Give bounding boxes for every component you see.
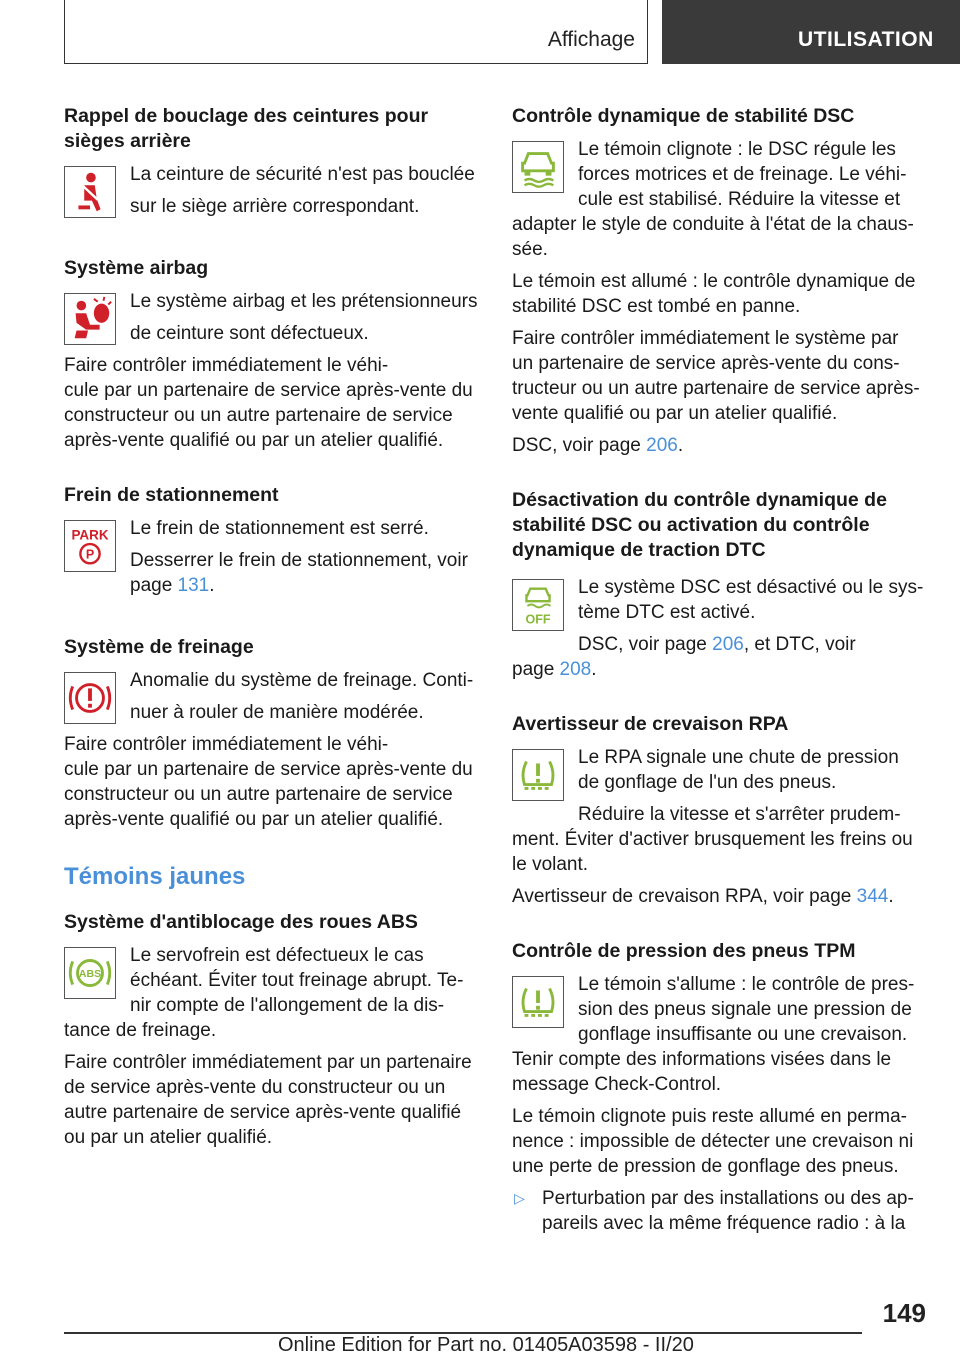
header-section-title: Affichage bbox=[547, 28, 635, 51]
brake-text-2: nuer à rouler de manière modérée. bbox=[130, 702, 424, 723]
tpm-bullet-text-2: pareils avec la même fréquence radio : à la bbox=[542, 1213, 906, 1234]
dsc-text-11: vente qualifié ou par un atelier qualifié. bbox=[512, 403, 838, 424]
dsc-text-1: Le témoin clignote : le DSC régule les bbox=[578, 139, 896, 160]
seatbelt-block bbox=[64, 104, 480, 226]
dsc-text-4: adapter le style de conduite à l'état de la chaus- bbox=[512, 214, 914, 235]
brake-system-block bbox=[64, 635, 480, 832]
page-link-206[interactable]: 206 bbox=[646, 435, 678, 456]
tpm-text-7: nence : impossible de détecter une crevaison ni bbox=[512, 1131, 914, 1152]
dsc-off-icon-label: OFF bbox=[525, 612, 551, 627]
dsc-text-8: Faire contrôler immédiatement le système par bbox=[512, 328, 899, 349]
rpa-text-4: ment. Éviter d'activer brusquement les freins ou bbox=[512, 829, 913, 850]
rpa-text-5: le volant. bbox=[512, 854, 589, 875]
dsc-text-7: stabilité DSC est tombé en panne. bbox=[512, 296, 801, 317]
dsc-block bbox=[512, 104, 928, 458]
park-icon-p: P bbox=[85, 547, 95, 562]
airbag-title: Système airbag bbox=[64, 257, 209, 279]
dsc-text-2: forces motrices et de freinage. Le véhi- bbox=[578, 164, 907, 185]
brake-text-4: cule par un partenaire de service après-vente du bbox=[64, 759, 473, 780]
right-column bbox=[512, 104, 928, 1266]
tpm-title: Contrôle de pression des pneus TPM bbox=[512, 940, 856, 962]
tpm-bullet-item bbox=[512, 1186, 928, 1236]
seatbelt-title: Rappel de bouclage des ceintures pour sièges arrière bbox=[64, 105, 429, 152]
brake-text-6: après-vente qualifié ou par un atelier qualifié. bbox=[64, 809, 444, 830]
page-link-131[interactable]: 131 bbox=[177, 575, 210, 596]
brake-text-3: Faire contrôler immédiatement le véhi- bbox=[64, 734, 389, 755]
airbag-text-4: cule par un partenaire de service après-vente du bbox=[64, 380, 473, 401]
abs-text-6: de service après-vente du constructeur ou un bbox=[64, 1077, 446, 1098]
tpm-text-3: gonflage insuffisante ou une crevaison. bbox=[578, 1024, 908, 1045]
parking-brake-text-1: Le frein de stationnement est serré. bbox=[130, 518, 429, 539]
dsc-off-text-3: DSC, voir page 206, et DTC, voir bbox=[578, 634, 856, 655]
airbag-text-5: constructeur ou un autre partenaire de service bbox=[64, 405, 453, 426]
tpm-text-4: Tenir compte des informations visées dans le bbox=[512, 1049, 892, 1070]
abs-warning-icon bbox=[64, 947, 116, 999]
airbag-text-6: après-vente qualifié ou par un atelier qualifié. bbox=[64, 430, 444, 451]
tire-pressure-icon bbox=[512, 749, 564, 801]
dsc-text-9: un partenaire de service après-vente du cons- bbox=[512, 353, 900, 374]
seatbelt-warning-icon bbox=[64, 166, 116, 218]
tpm-text-2: sion des pneus signale une pression de bbox=[578, 999, 912, 1020]
parking-brake-icon bbox=[64, 520, 116, 572]
abs-text-2: échéant. Éviter tout freinage abrupt. Te- bbox=[130, 970, 464, 991]
abs-icon-label: ABS bbox=[78, 967, 102, 980]
parking-brake-text-2: Desserrer le frein de stationnement, voir bbox=[130, 550, 468, 571]
page-link-208[interactable]: 208 bbox=[559, 659, 592, 680]
airbag-text-2: de ceinture sont défectueux. bbox=[130, 323, 369, 344]
dsc-off-title-2: stabilité DSC ou activation du contrôle bbox=[512, 514, 870, 536]
abs-block bbox=[64, 910, 480, 1150]
dsc-warning-icon bbox=[512, 141, 564, 193]
dsc-text-6: Le témoin est allumé : le contrôle dynamique de bbox=[512, 271, 916, 292]
dsc-title: Contrôle dynamique de stabilité DSC bbox=[512, 105, 855, 127]
abs-text-3: nir compte de l'allongement de la dis- bbox=[130, 995, 445, 1016]
dsc-text-3: cule est stabilisé. Réduire la vitesse et bbox=[578, 189, 901, 210]
abs-text-5: Faire contrôler immédiatement par un partenaire bbox=[64, 1052, 472, 1073]
brake-text-5: constructeur ou un autre partenaire de service bbox=[64, 784, 453, 805]
dsc-off-text-4: page 208. bbox=[512, 659, 597, 680]
tpm-text-5: message Check-Control. bbox=[512, 1074, 722, 1095]
tpm-text-6: Le témoin clignote puis reste allumé en perma- bbox=[512, 1106, 907, 1127]
airbag-text-1: Le système airbag et les prétensionneurs bbox=[130, 291, 478, 312]
abs-title: Système d'antiblocage des roues ABS bbox=[64, 911, 418, 933]
tpm-text-8: une perte de pression de gonflage des pneus. bbox=[512, 1156, 899, 1177]
parking-brake-text-3: page 131. bbox=[130, 575, 215, 596]
rpa-text-3: Réduire la vitesse et s'arrêter prudem- bbox=[578, 804, 901, 825]
parking-brake-title: Frein de stationnement bbox=[64, 484, 279, 506]
footer-edition-text: Online Edition for Part no. 01405A03598 - II/20 bbox=[278, 1334, 694, 1356]
seatbelt-text-1: La ceinture de sécurité n'est pas bouclée bbox=[130, 164, 475, 185]
brake-system-title: Système de freinage bbox=[64, 636, 254, 658]
rpa-text-1: Le RPA signale une chute de pression bbox=[578, 747, 899, 768]
dsc-off-icon bbox=[512, 579, 564, 631]
bullet-triangle-icon: ▷ bbox=[514, 1190, 525, 1206]
page-link-206-b[interactable]: 206 bbox=[712, 634, 744, 655]
abs-text-8: ou par un atelier qualifié. bbox=[64, 1127, 273, 1148]
page-link-344[interactable]: 344 bbox=[856, 886, 889, 907]
page-number: 149 bbox=[882, 1298, 926, 1328]
dsc-off-title-1: Désactivation du contrôle dynamique de bbox=[512, 489, 887, 511]
park-icon-label: PARK bbox=[71, 527, 109, 543]
airbag-text-3: Faire contrôler immédiatement le véhi- bbox=[64, 355, 389, 376]
dsc-text-10: tructeur ou un autre partenaire de service après- bbox=[512, 378, 920, 399]
dsc-text-5: sée. bbox=[512, 239, 548, 260]
header-chapter-tab: UTILISATION bbox=[662, 0, 960, 64]
airbag-warning-icon bbox=[64, 293, 116, 345]
dsc-off-block bbox=[512, 488, 928, 682]
tpm-text-1: Le témoin s'allume : le contrôle de pres- bbox=[578, 974, 915, 995]
abs-text-7: autre partenaire de service après-vente qualifié bbox=[64, 1102, 462, 1123]
rpa-text-6: Avertisseur de crevaison RPA, voir page 344. bbox=[512, 886, 894, 907]
parking-brake-block bbox=[64, 483, 480, 605]
abs-text-4: tance de freinage. bbox=[64, 1020, 217, 1041]
tpm-block bbox=[512, 939, 928, 1236]
left-column bbox=[64, 104, 480, 1180]
brake-warning-icon bbox=[64, 672, 116, 724]
dsc-text-12: DSC, voir page 206. bbox=[512, 435, 684, 456]
tire-pressure-icon-tpm bbox=[512, 976, 564, 1028]
brake-text-1: Anomalie du système de freinage. Conti- bbox=[130, 670, 474, 691]
tpm-bullet-text-1: Perturbation par des installations ou des ap- bbox=[542, 1188, 914, 1209]
section-title-yellow-lights: Témoins jaunes bbox=[64, 863, 246, 890]
dsc-off-text-1: Le système DSC est désactivé ou le sys- bbox=[578, 577, 924, 598]
abs-text-1: Le servofrein est défectueux le cas bbox=[130, 945, 424, 966]
airbag-block bbox=[64, 256, 480, 453]
seatbelt-text-2: sur le siège arrière correspondant. bbox=[130, 196, 420, 217]
rpa-block bbox=[512, 712, 928, 909]
rpa-text-2: de gonflage de l'un des pneus. bbox=[578, 772, 837, 793]
dsc-off-title-3: dynamique de traction DTC bbox=[512, 539, 766, 561]
rpa-title: Avertisseur de crevaison RPA bbox=[512, 713, 789, 735]
dsc-off-text-2: tème DTC est activé. bbox=[578, 602, 756, 623]
